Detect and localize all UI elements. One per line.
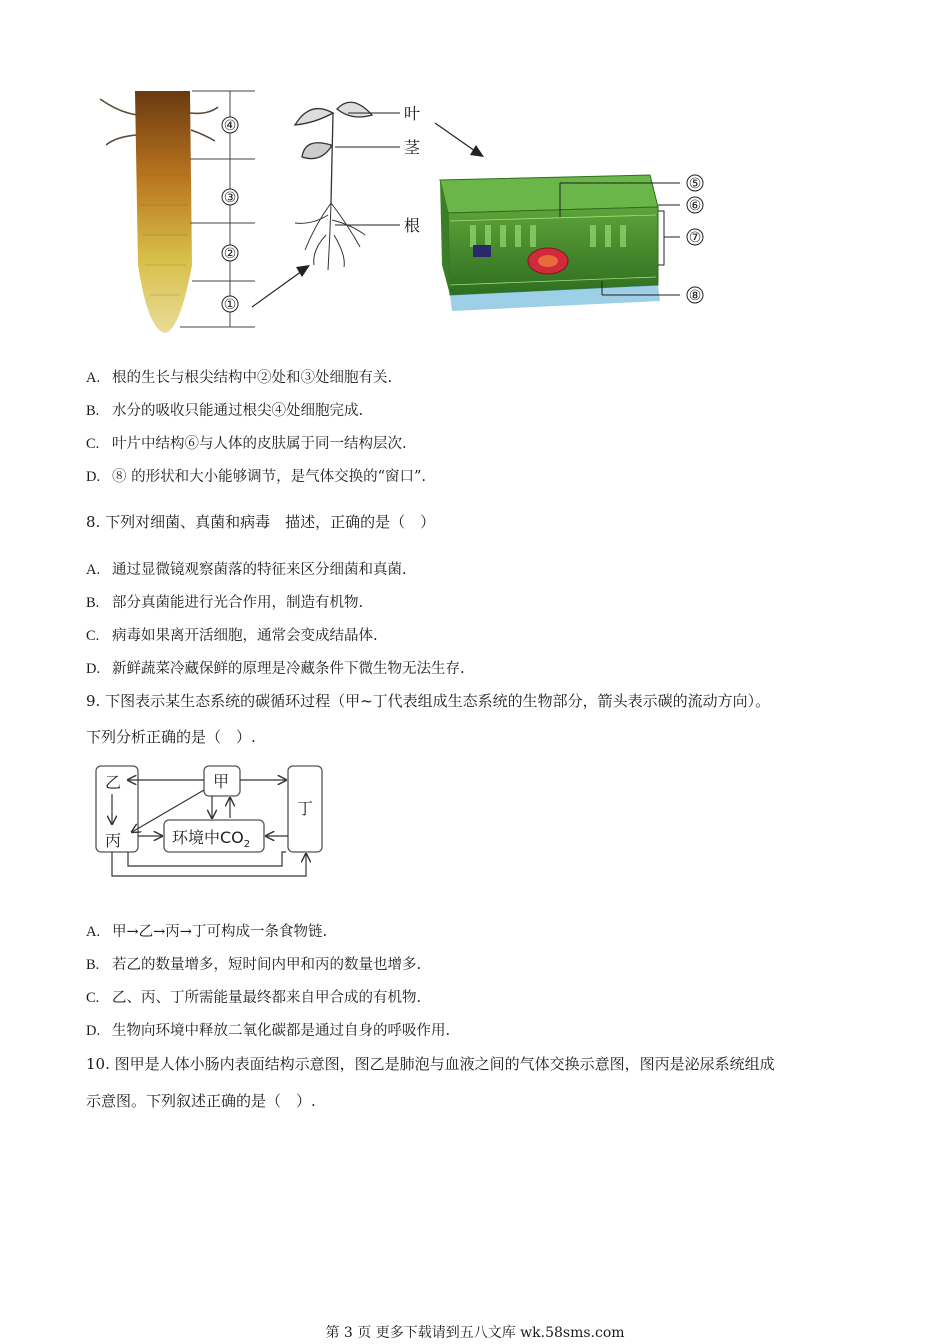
q7-option-b: B. 水分的吸收只能通过根尖④处细胞完成. [86,403,364,419]
q9-stem-line1: 9. 下图表示某生态系统的碳循环过程（甲~丁代表组成生态系统的生物部分，箭头表示碳的流动方向）。 [86,692,771,710]
label-ding: 丁 [297,799,314,818]
q8-option-a: A. 通过显微镜观察菌落的特征来区分细菌和真菌. [86,562,407,578]
q8-stem: 8. 下列对细菌、真菌和病毒 描述，正确的是（ ） [86,513,436,531]
label-jia: 甲 [213,772,230,791]
q8-option-b: B. 部分真菌能进行光合作用，制造有机物. [86,595,364,611]
zone-4: ④ [223,118,237,134]
q9-stem-line2: 下列分析正确的是（ ）. [86,728,256,746]
part-5: ⑤ [688,176,702,192]
plant-label-lines [335,113,400,225]
leaf-cross-section [440,175,660,311]
label-stem: 茎 [404,138,421,157]
root-tip [100,91,218,333]
label-leaf: 叶 [404,104,421,123]
carbon-cycle-diagram [92,762,332,882]
q9-option-b: B. 若乙的数量增多，短时间内甲和丙的数量也增多. [86,957,422,973]
q7-option-c: C. 叶片中结构⑥与人体的皮肤属于同一结构层次. [86,436,407,452]
label-env-co2: 环境中$CO_2$ [172,828,251,850]
q7-option-d: D. ⑧ 的形状和大小能够调节，是气体交换的“窗口”. [86,469,427,485]
figure-plant-structure [90,85,730,350]
seedling [295,102,372,270]
zone-2: ② [223,246,237,262]
q9-option-a: A. 甲→乙→丙→丁可构成一条食物链. [86,924,328,940]
q9-option-d: D. 生物向环境中释放二氧化碳都是通过自身的呼吸作用. [86,1023,451,1039]
q9-option-c: C. 乙、丙、丁所需能量最终都来自甲合成的有机物. [86,990,422,1006]
q10-stem-line2: 示意图。下列叙述正确的是（ ）. [86,1092,316,1110]
label-yi: 乙 [105,773,122,792]
q8-option-c: C. 病毒如果离开活细胞，通常会变成结晶体. [86,628,378,644]
label-bing: 丙 [105,831,122,850]
label-root: 根 [404,216,421,235]
part-8: ⑧ [688,288,702,304]
part-6: ⑥ [688,198,702,214]
part-7: ⑦ [688,230,702,246]
q10-stem-line1: 10. 图甲是人体小肠内表面结构示意图，图乙是肺泡与血液之间的气体交换示意图，图丙是泌尿系统组成 [86,1055,775,1073]
q8-option-d: D. 新鲜蔬菜冷藏保鲜的原理是冷藏条件下微生物无法生存. [86,661,465,677]
page-footer: 第 3 页 更多下载请到五八文库 wk.58sms.com [325,1325,625,1341]
zone-3: ③ [223,190,237,206]
q7-option-a: A. 根的生长与根尖结构中②处和③处细胞有关. [86,370,393,386]
zone-1: ① [223,297,237,313]
